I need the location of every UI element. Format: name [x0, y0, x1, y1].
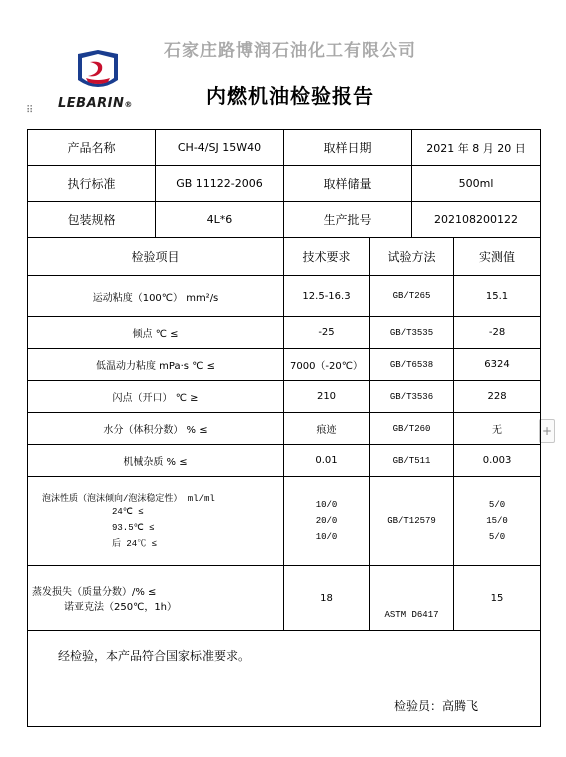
conclusion-cell — [28, 631, 541, 727]
table-row-foam — [28, 477, 541, 566]
foam-req-value: 20/0 — [315, 516, 338, 526]
test-measured: -28 — [454, 317, 541, 349]
foam-measured-value: 5/0 — [488, 532, 506, 542]
test-item: 水分（体积分数） % ≤ — [28, 413, 284, 445]
brand-wordmark: LEBARIN® — [58, 96, 133, 111]
test-item: 倾点 ℃ ≤ — [28, 317, 284, 349]
table-row — [28, 349, 541, 381]
foam-req-value: 10/0 — [315, 532, 338, 542]
test-method: GB/T265 — [370, 276, 454, 317]
sample-qty-value: 500ml — [412, 166, 541, 202]
evap-method: ASTM D6417 — [370, 566, 454, 631]
foam-line: 后 24℃ ≤ — [112, 538, 158, 549]
info-row-3 — [28, 202, 541, 238]
sample-date-label: 取样日期 — [284, 130, 412, 166]
column-header-row — [28, 238, 541, 276]
evap-line1: 蒸发损失（质量分数）/% ≤ — [32, 587, 157, 598]
test-requirement: 12.5-16.3 — [284, 276, 370, 317]
add-button[interactable]: + — [539, 419, 555, 443]
foam-item — [28, 477, 284, 566]
test-item: 低温动力粘度 mPa·s ℃ ≤ — [28, 349, 284, 381]
test-requirement: 210 — [284, 381, 370, 413]
column-requirement: 技术要求 — [284, 238, 370, 276]
test-item: 机械杂质 % ≤ — [28, 445, 284, 477]
company-name: 石家庄路博润石油化工有限公司 — [164, 41, 416, 61]
test-method: GB/T3535 — [370, 317, 454, 349]
test-measured: 15.1 — [454, 276, 541, 317]
test-requirement: 痕迹 — [284, 413, 370, 445]
standard-value: GB 11122-2006 — [156, 166, 284, 202]
sample-date-value: 2021 年 8 月 20 日 — [412, 130, 541, 166]
test-measured: 0.003 — [454, 445, 541, 477]
batch-value: 202108200122 — [412, 202, 541, 238]
info-row-1 — [28, 130, 541, 166]
drag-handle-icon[interactable]: ⠿ — [26, 105, 34, 116]
test-requirement: 7000（-20℃） — [284, 349, 370, 381]
table-row — [28, 317, 541, 349]
table-row — [28, 413, 541, 445]
evap-requirement: 18 — [284, 566, 370, 631]
report-table — [27, 129, 541, 727]
evap-measured: 15 — [454, 566, 541, 631]
foam-title: 泡沫性质（泡沫倾向/泡沫稳定性） ml/ml — [42, 493, 215, 504]
sample-qty-label: 取样储量 — [284, 166, 412, 202]
foam-req-value: 10/0 — [315, 500, 338, 510]
column-measured: 实测值 — [454, 238, 541, 276]
test-method: GB/T260 — [370, 413, 454, 445]
product-name-label: 产品名称 — [28, 130, 156, 166]
table-row — [28, 445, 541, 477]
standard-label: 执行标准 — [28, 166, 156, 202]
foam-requirement — [284, 477, 370, 566]
batch-label: 生产批号 — [284, 202, 412, 238]
foam-measured — [454, 477, 541, 566]
test-measured: 228 — [454, 381, 541, 413]
test-method: GB/T3536 — [370, 381, 454, 413]
foam-line: 93.5℃ ≤ — [112, 522, 155, 533]
table-row-evap — [28, 566, 541, 631]
package-value: 4L*6 — [156, 202, 284, 238]
package-label: 包装规格 — [28, 202, 156, 238]
foam-method: GB/T12579 — [370, 477, 454, 566]
test-requirement: 0.01 — [284, 445, 370, 477]
info-row-2 — [28, 166, 541, 202]
foam-measured-value: 5/0 — [488, 500, 506, 510]
foam-line: 24℃ ≤ — [112, 506, 144, 517]
column-item: 检验项目 — [28, 238, 284, 276]
conclusion-row — [28, 631, 541, 727]
evap-line2: 诺亚克法（250℃，1h） — [64, 602, 178, 613]
test-measured: 6324 — [454, 349, 541, 381]
report-title: 内燃机油检验报告 — [206, 84, 374, 108]
test-measured: 无 — [454, 413, 541, 445]
foam-measured-value: 15/0 — [486, 516, 508, 526]
test-method: GB/T511 — [370, 445, 454, 477]
table-row — [28, 381, 541, 413]
table-row — [28, 276, 541, 317]
evap-item — [28, 566, 284, 631]
inspector-signature: 检验员：高腾飞 — [394, 699, 479, 713]
test-item: 运动粘度（100℃） mm²/s — [28, 276, 284, 317]
conclusion-text: 经检验，本产品符合国家标准要求。 — [58, 649, 251, 663]
test-method: GB/T6538 — [370, 349, 454, 381]
product-name-value: CH-4/SJ 15W40 — [156, 130, 284, 166]
test-item: 闪点（开口） ℃ ≥ — [28, 381, 284, 413]
column-method: 试验方法 — [370, 238, 454, 276]
test-requirement: -25 — [284, 317, 370, 349]
